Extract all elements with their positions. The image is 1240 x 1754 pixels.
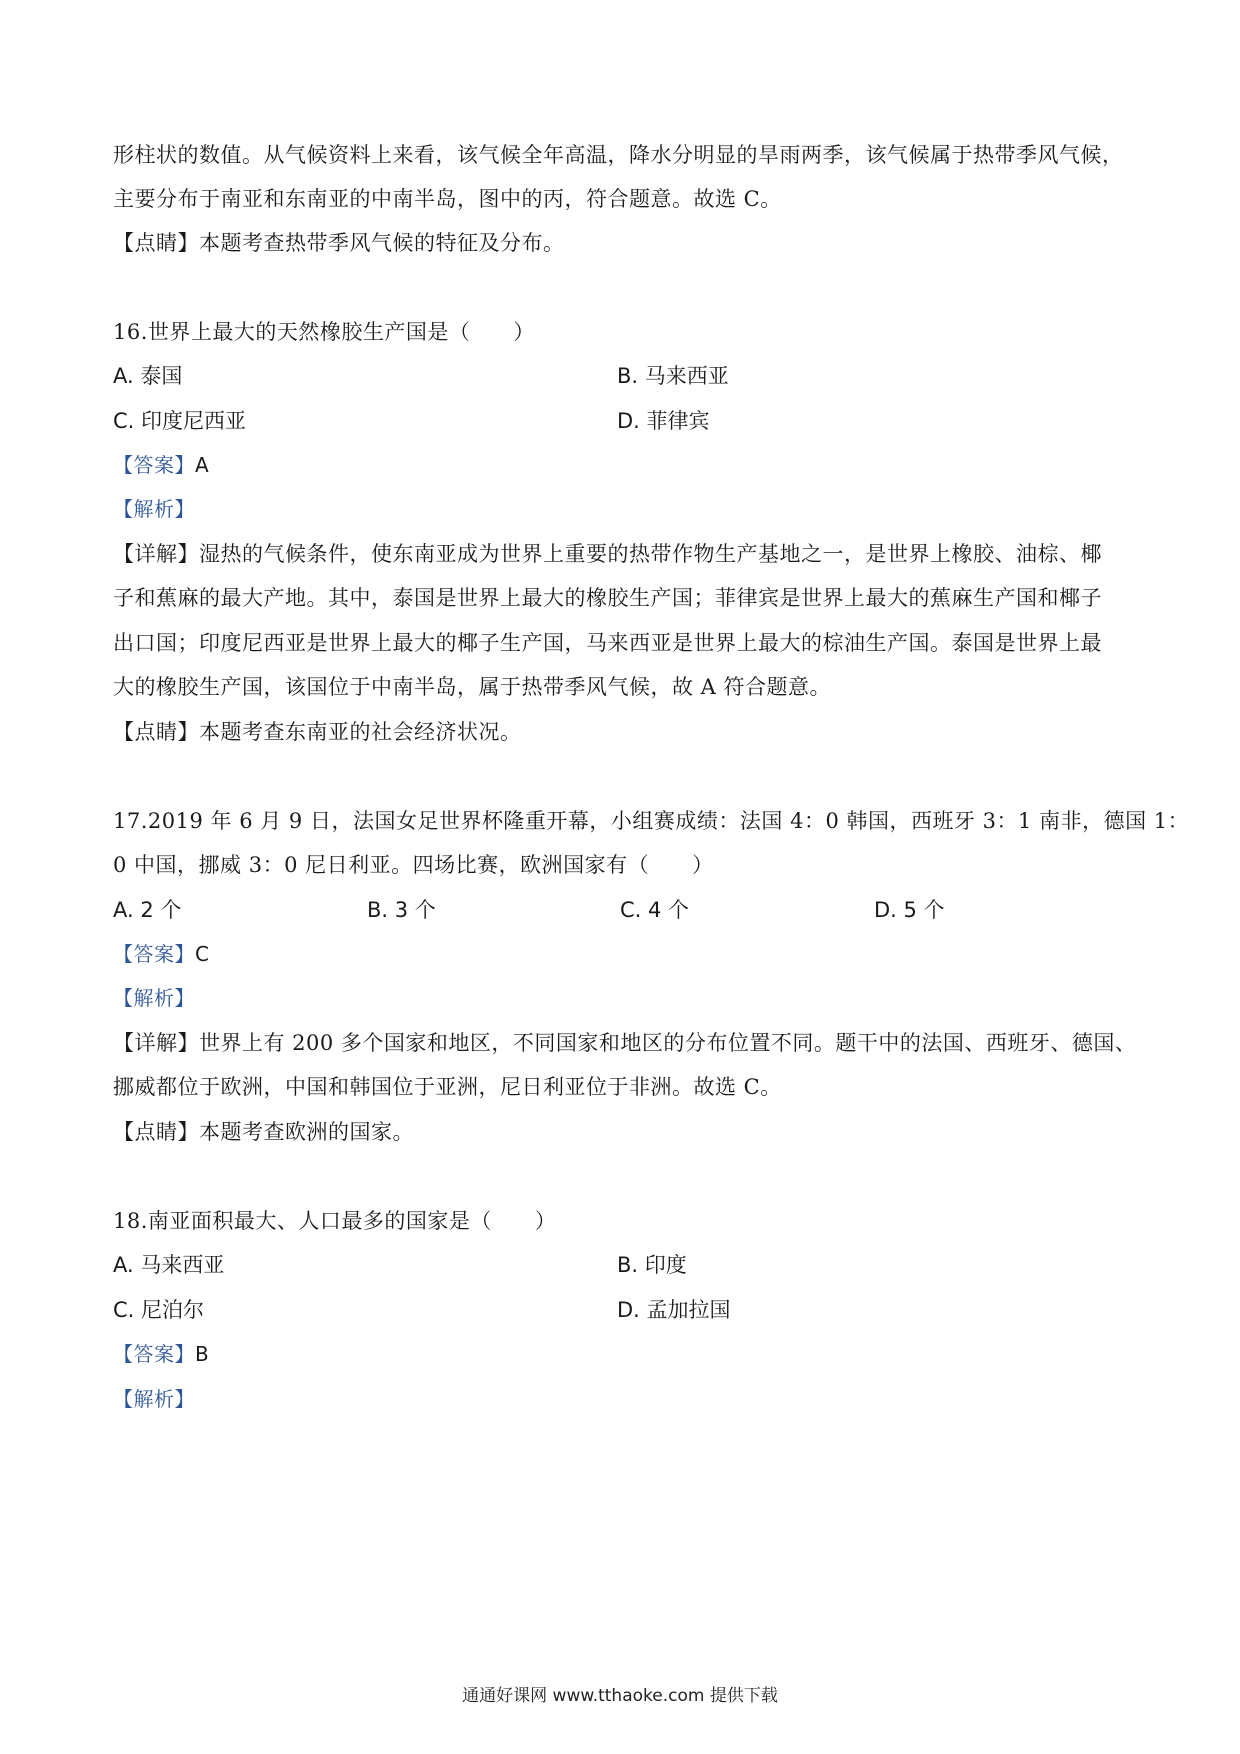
q17-option-b: B. 3 个 xyxy=(367,898,436,922)
note-line xyxy=(113,1117,1133,1147)
q18-option-d: D. 孟加拉国 xyxy=(617,1298,731,1322)
question-18-stem: 18.南亚面积最大、人口最多的国家是（ ） xyxy=(113,1209,557,1233)
q17-option-c: C. 4 个 xyxy=(620,898,690,922)
detail-text: 湿热的气候条件，使东南亚成为世界上重要的热带作物生产基地之一，是世界上橡胶、油棕、椰 xyxy=(199,542,1102,566)
q17-option-d: D. 5 个 xyxy=(874,898,945,922)
q16-option-a: A. 泰国 xyxy=(113,364,183,388)
q16-answer xyxy=(113,450,1133,480)
note-text: 本题考查欧洲的国家。 xyxy=(199,1120,414,1144)
q18-answer xyxy=(113,1339,1133,1369)
note-tag: 【点睛】 xyxy=(113,720,199,744)
detail-line: 出口国；印度尼西亚是世界上最大的椰子生产国，马来西亚是世界上最大的棕油生产国。泰国是世界上最 xyxy=(113,631,1102,655)
q16-option-c: C. 印度尼西亚 xyxy=(113,409,247,433)
note-tag: 【点睛】 xyxy=(113,231,199,255)
detail-text: 世界上有 200 多个国家和地区，不同国家和地区的分布位置不同。题干中的法国、西班牙、德国、 xyxy=(199,1031,1137,1055)
q17-answer xyxy=(113,939,1133,969)
note-tag: 【点睛】 xyxy=(113,1120,199,1144)
detail-tag: 【详解】 xyxy=(113,542,199,566)
question-16-stem: 16.世界上最大的天然橡胶生产国是（ ） xyxy=(113,320,535,344)
page-footer: 通通好课网 www.tthaoke.com 提供下载 xyxy=(462,1686,778,1706)
answer-value: B xyxy=(195,1342,210,1366)
q16-option-d: D. 菲律宾 xyxy=(617,409,710,433)
detail-line xyxy=(113,539,1133,569)
detail-line: 大的橡胶生产国，该国位于中南半岛，属于热带季风气候，故 A 符合题意。 xyxy=(113,675,832,699)
detail-line: 挪威都位于欧洲，中国和韩国位于亚洲，尼日利亚位于非洲。故选 C。 xyxy=(113,1075,782,1099)
answer-value: A xyxy=(195,453,210,477)
answer-tag: 【答案】 xyxy=(113,942,195,966)
q17-analysis-tag: 【解析】 xyxy=(113,986,195,1010)
q17-option-a: A. 2 个 xyxy=(113,898,182,922)
paragraph-line: 主要分布于南亚和东南亚的中南半岛，图中的丙，符合题意。故选 C。 xyxy=(113,187,782,211)
detail-line: 子和蕉麻的最大产地。其中，泰国是世界上最大的橡胶生产国；菲律宾是世界上最大的蕉麻生产国和椰子 xyxy=(113,586,1102,610)
answer-value: C xyxy=(195,942,210,966)
note-text: 本题考查东南亚的社会经济状况。 xyxy=(199,720,522,744)
q18-option-c: C. 尼泊尔 xyxy=(113,1298,205,1322)
q16-analysis-tag: 【解析】 xyxy=(113,497,195,521)
note-text: 本题考查热带季风气候的特征及分布。 xyxy=(199,231,565,255)
detail-tag: 【详解】 xyxy=(113,1031,199,1055)
note-line xyxy=(113,717,1133,747)
paragraph-line: 形柱状的数值。从气候资料上来看，该气候全年高温，降水分明显的旱雨两季，该气候属于热带季风气候， xyxy=(113,143,1124,167)
detail-line xyxy=(113,1028,1137,1058)
note-line xyxy=(113,228,1133,258)
q16-option-b: B. 马来西亚 xyxy=(617,364,729,388)
question-17-stem: 0 中国，挪威 3：0 尼日利亚。四场比赛，欧洲国家有（ ） xyxy=(113,853,714,877)
answer-tag: 【答案】 xyxy=(113,1342,195,1366)
q18-option-b: B. 印度 xyxy=(617,1253,687,1277)
answer-tag: 【答案】 xyxy=(113,453,195,477)
q18-option-a: A. 马来西亚 xyxy=(113,1253,225,1277)
question-17-stem: 17.2019 年 6 月 9 日，法国女足世界杯隆重开幕，小组赛成绩：法国 4：0 韩国，西班牙 3：1 南非，德国 1： xyxy=(113,809,1190,833)
q18-analysis-tag: 【解析】 xyxy=(113,1387,195,1411)
